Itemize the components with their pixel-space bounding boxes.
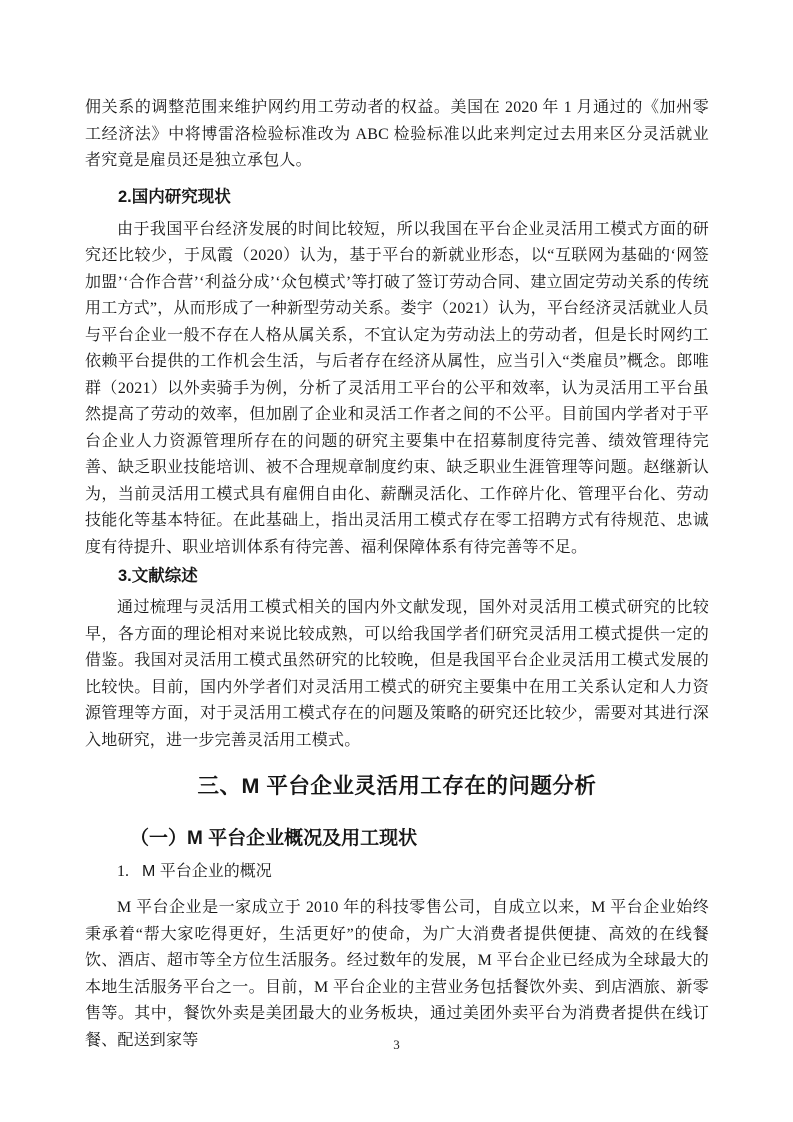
paragraph-domestic-research: 由于我国平台经济发展的时间比较短，所以我国在平台企业灵活用工模式方面的研究还比较少，于凤霞（2020）认为，基于平台的新就业形态，以“互联网为基础的‘网签加盟’‘合作合营’‘利益分成’‘众包模式’等打破了签订劳动合同、建立固定劳动关系的传统用工方式”，从而形成了一种新型劳动关系。娄宇（2021）认为，平台经济灵活就业人员与平台企业一般不存在人格从属关系，不宜认定为劳动法上的劳动者，但是长时网约工依赖平台提供的工作机会生活，与后者存在经济从属性，应当引入“类雇员”概念。郎唯群（2021）以外卖骑手为例，分析了灵活用工平台的公平和效率，认为灵活用工平台虽然提高了劳动的效率，但加剧了企业和灵活工作者之间的不公平。目前国内学者对于平台企业人力资源管理所存在的问题的研究主要集中在招募制度待完善、绩效管理待完善、缺乏职业技能培训、被不合理规章制度约束、缺乏职业生涯管理等问题。赵继新认为，当前灵活用工模式具有雇佣自由化、薪酬灵活化、工作碎片化、管理平台化、劳动技能化等基本特征。在此基础上，指出灵活用工模式存在零工招聘方式有待规范、忠诚度有待提升、职业培训体系有待完善、福利保障体系有待完善等不足。	[85, 220, 709, 556]
chapter-heading-problem-analysis: 三、M 平台企业灵活用工存在的问题分析	[197, 774, 597, 798]
page-number: 3	[393, 1037, 400, 1052]
heading-literature-review: 3.文献综述	[118, 567, 198, 585]
section-heading-company-overview-and-employment: （一）M 平台企业概况及用工现状	[130, 828, 418, 849]
paragraph-literature-review: 通过梳理与灵活用工模式相关的国内外文献发现，国外对灵活用工模式研究的比较早，各方面的理论相对来说比较成熟，可以给我国学者们研究灵活用工模式提供一定的借鉴。我国对灵活用工模式虽然研究的比较晚，但是我国平台企业灵活用工模式发展的比较快。目前，国内外学者们对灵活用工模式的研究主要集中在用工关系认定和人力资源管理等方面，对于灵活用工模式存在的问题及策略的研究还比较少，需要对其进行深入地研究，进一步完善灵活用工模式。	[85, 599, 709, 749]
subsection-heading-m-platform-overview	[85, 860, 709, 884]
page-body	[85, 0, 709, 1054]
subsection-number: 1.	[117, 863, 129, 880]
paragraph-us-gig-law-continuation: 佣关系的调整范围来维护网约用工劳动者的权益。美国在 2020 年 1 月通过的《加州零工经济法》中将博雷洛检验标准改为 ABC 检验标准以此来判定过去用来区分灵活就业者究竟是雇员还是独立承包人。	[85, 99, 709, 169]
heading-domestic-research-status: 2.国内研究现状	[118, 187, 231, 206]
paragraph-m-platform-overview: M 平台企业是一家成立于 2010 年的科技零售公司，自成立以来，M 平台企业始终秉承着“帮大家吃得更好，生活更好”的使命，为广大消费者提供便捷、高效的在线餐饮、酒店、超市等全方位生活服务。经过数年的发展，M 平台企业已经成为全球最大的本地生活服务平台之一。目前，M 平台企业的主营业务包括餐饮外卖、到店酒旅、新零售等。其中，餐饮外卖是美团最大的业务板块，通过美团外卖平台为消费者提供在线订餐、配送到家等	[85, 899, 709, 1049]
subsection-title: M 平台企业的概况	[142, 863, 272, 880]
